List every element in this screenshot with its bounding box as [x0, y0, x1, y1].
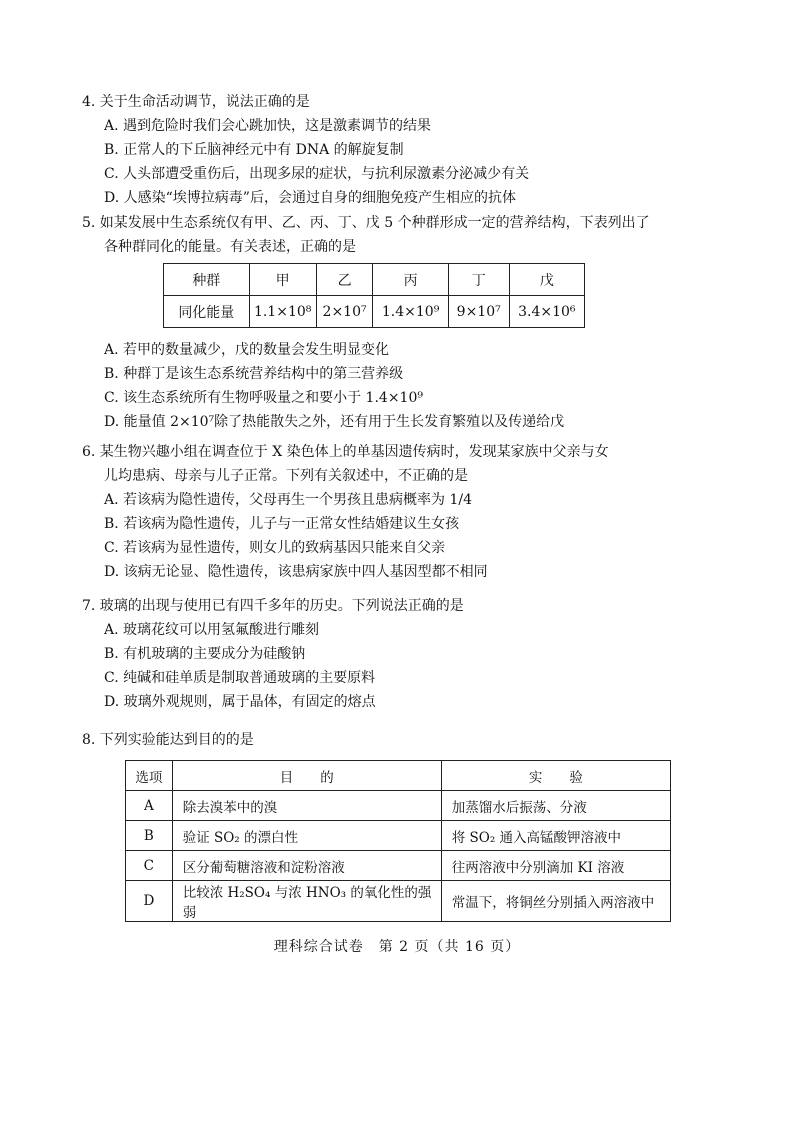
question-stem-line2: 儿均患病、母亲与儿子正常。下列有关叙述中，不正确的是: [104, 468, 468, 484]
option-b: B. 种群丁是该生态系统营养结构中的第三营养级: [104, 366, 404, 382]
table-cell-option: D: [126, 881, 173, 922]
page-footer: 理科综合试卷 第 2 页（共 16 页）: [273, 939, 521, 955]
option-a: A. 若甲的数量减少，戊的数量会发生明显变化: [104, 342, 390, 358]
question-8: [82, 728, 682, 752]
question-4: [82, 90, 682, 210]
table-header-cell: 戊: [509, 264, 584, 296]
table-header-cell: 乙: [316, 264, 373, 296]
table-row: [126, 851, 671, 881]
table-cell-goal: 比较浓 H₂SO₄ 与浓 HNO₃ 的氧化性的强弱: [172, 881, 441, 922]
table-cell: 9×10⁷: [448, 296, 509, 328]
table-row: [164, 296, 585, 328]
option-d: D. 能量值 2×10⁷除了热能散失之外，还有用于生长发育繁殖以及传递给戊: [104, 414, 565, 430]
table-header-cell: 目 的: [172, 761, 441, 791]
table-header-cell: 甲: [249, 264, 316, 296]
table-header-cell: 选项: [126, 761, 173, 791]
table-row-label: 同化能量: [164, 296, 250, 328]
option-b: B. 正常人的下丘脑神经元中有 DNA 的解旋复制: [104, 142, 404, 158]
question-stem-line1: 6. 某生物兴趣小组在调查位于 X 染色体上的单基因遗传病时，发现某家族中父亲与女: [82, 444, 609, 460]
option-c: C. 人头部遭受重伤后，出现多尿的症状，与抗利尿激素分泌减少有关: [104, 166, 530, 182]
question-stem-line1: 5. 如某发展中生态系统仅有甲、乙、丙、丁、戊 5 个种群形成一定的营养结构，下表列出了: [82, 215, 650, 231]
question-stem: 4. 关于生命活动调节，说法正确的是: [82, 94, 310, 110]
experiment-table: [125, 760, 671, 922]
table-cell: 1.4×10⁹: [373, 296, 448, 328]
energy-table: [163, 263, 585, 328]
table-cell-goal: 区分葡萄糖溶液和淀粉溶液: [172, 851, 441, 881]
option-d: D. 玻璃外观规则，属于晶体，有固定的熔点: [104, 694, 376, 710]
table-cell-option: A: [126, 791, 173, 821]
table-row: [126, 881, 671, 922]
table-header-cell: 种群: [164, 264, 250, 296]
option-b: B. 有机玻璃的主要成分为硅酸钠: [104, 646, 306, 662]
table-cell: 3.4×10⁶: [509, 296, 584, 328]
question-5: [82, 211, 682, 259]
table-row: [126, 791, 671, 821]
table-header-cell: 丙: [373, 264, 448, 296]
table-cell-experiment: 常温下，将铜丝分别插入两溶液中: [441, 881, 670, 922]
option-a: A. 若该病为隐性遗传，父母再生一个男孩且患病概率为 1/4: [104, 492, 472, 508]
option-a: A. 玻璃花纹可以用氢氟酸进行雕刻: [104, 622, 320, 638]
table-cell-experiment: 往两溶液中分别滴加 KI 溶液: [441, 851, 670, 881]
table-cell-goal: 验证 SO₂ 的漂白性: [172, 821, 441, 851]
question-stem: 7. 玻璃的出现与使用已有四千多年的历史。下列说法正确的是: [82, 598, 464, 614]
option-a: A. 遇到危险时我们会心跳加快，这是激素调节的结果: [104, 118, 432, 134]
option-b: B. 若该病为隐性遗传，儿子与一正常女性结婚建议生女孩: [104, 516, 460, 532]
option-d: D. 人感染“埃博拉病毒”后，会通过自身的细胞免疫产生相应的抗体: [104, 190, 516, 206]
option-c: C. 纯碱和硅单质是制取普通玻璃的主要原料: [104, 670, 376, 686]
table-cell-experiment: 加蒸馏水后振荡、分液: [441, 791, 670, 821]
question-5-options: [82, 338, 682, 434]
table-cell-option: B: [126, 821, 173, 851]
option-c: C. 该生态系统所有生物呼吸量之和要小于 1.4×10⁹: [104, 390, 423, 406]
question-stem: 8. 下列实验能达到目的的是: [82, 732, 254, 748]
table-header-row: [164, 264, 585, 296]
table-header-cell: 实 验: [441, 761, 670, 791]
table-cell-option: C: [126, 851, 173, 881]
table-row: [126, 821, 671, 851]
table-cell-goal: 除去溴苯中的溴: [172, 791, 441, 821]
option-c: C. 若该病为显性遗传，则女儿的致病基因只能来自父亲: [104, 540, 446, 556]
table-header-row: [126, 761, 671, 791]
question-6: [82, 440, 682, 584]
table-header-cell: 丁: [448, 264, 509, 296]
table-cell: 2×10⁷: [316, 296, 373, 328]
option-d: D. 该病无论显、隐性遗传，该患病家族中四人基因型都不相同: [104, 564, 488, 580]
table-cell: 1.1×10⁸: [249, 296, 316, 328]
question-7: [82, 594, 682, 714]
question-stem-line2: 各种群同化的能量。有关表述，正确的是: [104, 239, 356, 255]
table-cell-experiment: 将 SO₂ 通入高锰酸钾溶液中: [441, 821, 670, 851]
